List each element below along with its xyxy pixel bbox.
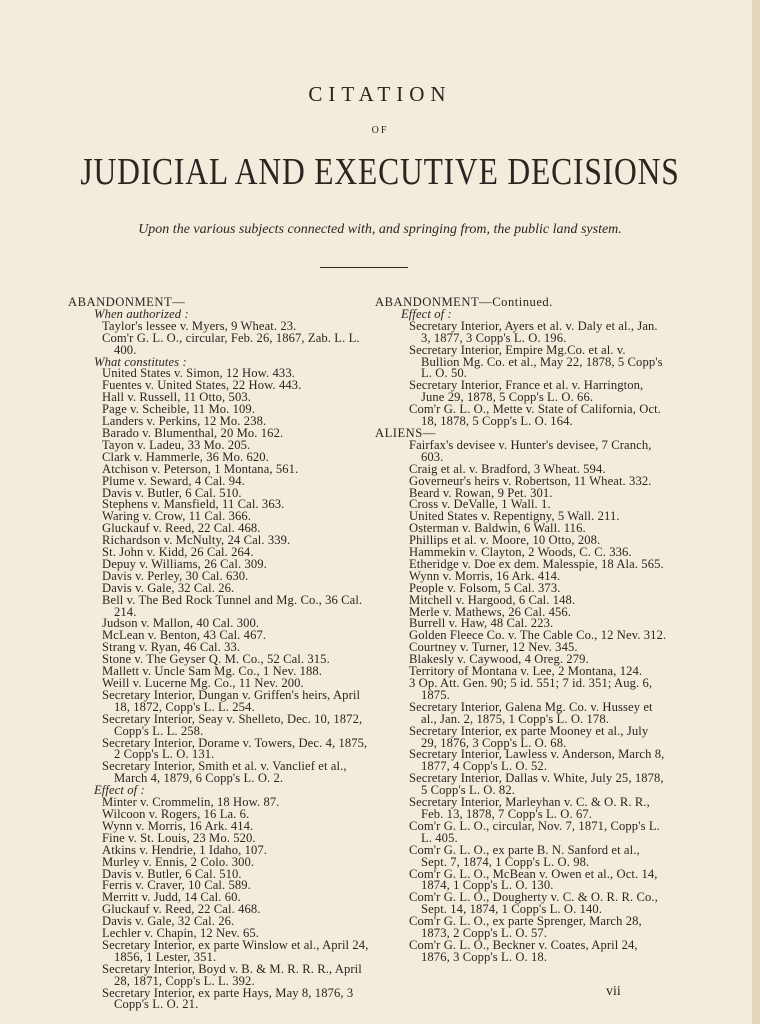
citation-entry: Plume v. Seward, 4 Cal. 94. bbox=[102, 473, 245, 488]
citation-entry: Merle v. Mathews, 26 Cal. 456. bbox=[409, 604, 572, 619]
citation-entry: Secretary Interior, ex parte Hays, May 8, 1876, 3 Copp's L. O. 21. bbox=[102, 985, 354, 1012]
citation-entry: Com'r G. L. O., circular, Nov. 7, 1871, Copp's L. L. 405. bbox=[409, 818, 660, 845]
citation-entry: Com'r G. L. O., Dougherty v. C. & O. R. R. Co., Sept. 14, 1874, 1 Copp's L. O. 140. bbox=[409, 890, 658, 917]
citation-entry: Minter v. Crommelin, 18 How. 87. bbox=[102, 795, 280, 810]
citation-entry: Com'r G. L. O., circular, Feb. 26, 1867, Zab. L. L. 400. bbox=[102, 330, 360, 357]
citation-entry: Bell v. The Bed Rock Tunnel and Mg. Co., 36 Cal. 214. bbox=[102, 592, 363, 619]
citation-entry: Secretary Interior, Dungan v. Griffen's heirs, April 18, 1872, Copp's L. L. 254. bbox=[102, 687, 361, 714]
citation-entry: United States v. Simon, 12 How. 433. bbox=[102, 366, 295, 381]
citation-entry: Com'r G. L. O., Mette v. State of California, Oct. 18, 1878, 5 Copp's L. O. 164. bbox=[409, 402, 661, 429]
citation-entry: Etheridge v. Doe ex dem. Malesspie, 18 Ala. 565. bbox=[409, 556, 664, 571]
subtitle: Upon the various subjects connected with, and springing from, the public land system. bbox=[138, 222, 622, 237]
citation-entry: Com'r G. L. O., ex parte B. N. Sanford et al., Sept. 7, 1874, 1 Copp's L. O. 98. bbox=[409, 842, 640, 869]
citation-entry: Davis v. Perley, 30 Cal. 630. bbox=[102, 568, 249, 583]
subsection-heading: What constitutes : bbox=[94, 354, 187, 369]
citation-entry: Blakesly v. Caywood, 4 Oreg. 279. bbox=[409, 652, 589, 667]
citation-entry: Landers v. Perkins, 12 Mo. 238. bbox=[102, 414, 267, 429]
citation-entry: Territory of Montana v. Lee, 2 Montana, 124. bbox=[409, 664, 643, 679]
citation-entry: Wilcoon v. Rogers, 16 La. 6. bbox=[102, 806, 250, 821]
citation-entry: Page v. Scheible, 11 Mo. 109. bbox=[102, 402, 256, 417]
citation-entry: Osterman v. Baldwin, 6 Wall. 116. bbox=[409, 521, 586, 536]
subsection-heading: When authorized : bbox=[94, 306, 189, 321]
page-title: CITATION bbox=[308, 82, 452, 106]
citation-entry: Gluckauf v. Reed, 22 Cal. 468. bbox=[102, 521, 261, 536]
citation-entry: Secretary Interior, Empire Mg.Co. et al. v. Bullion Mg. Co. et al., May 22, 1878, 5 Copp's L. O. 50. bbox=[409, 342, 663, 381]
section-heading: ALIENS— bbox=[375, 425, 436, 440]
citation-entry: Secretary Interior, Ayers et al. v. Daly et al., Jan. 3, 1877, 3 Copp's L. O. 196. bbox=[409, 318, 658, 345]
citation-entry: Atkins v. Hendrie, 1 Idaho, 107. bbox=[102, 842, 268, 857]
citation-entry: Ferris v. Craver, 10 Cal. 589. bbox=[102, 878, 251, 893]
citation-entry: Barado v. Blumenthal, 20 Mo. 162. bbox=[102, 425, 284, 440]
citation-entry: Secretary Interior, ex parte Winslow et al., April 24, 1856, 1 Lester, 351. bbox=[102, 937, 369, 964]
citation-entry: Secretary Interior, Seay v. Shelleto, Dec. 10, 1872, Copp's L. L. 258. bbox=[102, 711, 363, 738]
citation-entry: Com'r G. L. O., ex parte Sprenger, March 28, 1873, 2 Copp's L. O. 57. bbox=[409, 914, 642, 941]
citation-entry: Secretary Interior, Dorame v. Towers, Dec. 4, 1875, 2 Copp's L. O. 131. bbox=[102, 735, 368, 762]
citation-entry: Beard v. Rowan, 9 Pet. 301. bbox=[409, 485, 553, 500]
citation-entry: Mitchell v. Hargood, 6 Cal. 148. bbox=[409, 592, 576, 607]
citation-entry: Hammekin v. Clayton, 2 Woods, C. C. 336. bbox=[409, 545, 632, 560]
citation-entry: Strang v. Ryan, 46 Cal. 33. bbox=[102, 640, 241, 655]
citation-entry: Gluckauf v. Reed, 22 Cal. 468. bbox=[102, 902, 261, 917]
citation-entry: Courtney v. Turner, 12 Nev. 345. bbox=[409, 640, 578, 655]
citation-entry: McLean v. Benton, 43 Cal. 467. bbox=[102, 628, 267, 643]
citation-entry: Burrell v. Haw, 48 Cal. 223. bbox=[409, 616, 554, 631]
citation-entry: Murley v. Ennis, 2 Colo. 300. bbox=[102, 854, 255, 869]
citation-entry: Secretary Interior, Marleyhan v. C. & O. R. R., Feb. 13, 1878, 7 Copp's L. O. 67. bbox=[409, 795, 650, 821]
divider-rule bbox=[320, 267, 408, 268]
citation-entry: Merritt v. Judd, 14 Cal. 60. bbox=[102, 890, 241, 905]
citation-entry: Richardson v. McNulty, 24 Cal. 339. bbox=[102, 533, 291, 548]
citation-entry: St. John v. Kidd, 26 Cal. 264. bbox=[102, 545, 254, 560]
page-edge bbox=[752, 0, 760, 1024]
main-title: JUDICIAL AND EXECUTIVE DECISIONS bbox=[80, 151, 680, 193]
citation-entry: Golden Fleece Co. v. The Cable Co., 12 Nev. 312. bbox=[409, 628, 667, 643]
citation-entry: Wynn v. Morris, 16 Ark. 414. bbox=[409, 568, 561, 583]
citation-entry: Governeur's heirs v. Robertson, 11 Wheat. 332. bbox=[409, 473, 652, 488]
citation-entry: Secretary Interior, Dallas v. White, July 25, 1878, 5 Copp's L. O. 82. bbox=[409, 771, 664, 798]
page-number: vii bbox=[606, 984, 621, 999]
citation-entry: Atchison v. Peterson, 1 Montana, 561. bbox=[102, 461, 299, 476]
citation-entry: Secretary Interior, Galena Mg. Co. v. Hussey et al., Jan. 2, 1875, 1 Copp's L. O. 178. bbox=[409, 699, 653, 726]
citation-entry: Fuentes v. United States, 22 How. 443. bbox=[102, 378, 302, 393]
citation-entry: Davis v. Gale, 32 Cal. 26. bbox=[102, 580, 235, 595]
subsection-heading: Effect of : bbox=[94, 783, 145, 798]
citation-entry: Secretary Interior, Lawless v. Anderson, March 8, 1877, 4 Copp's L. O. 52. bbox=[409, 747, 665, 774]
citation-entry: Fairfax's devisee v. Hunter's devisee, 7 Cranch, 603. bbox=[409, 437, 652, 464]
citation-entry: Lechler v. Chapin, 12 Nev. 65. bbox=[102, 926, 259, 941]
citation-entry: Com'r G. L. O., Beckner v. Coates, April 24, 1876, 3 Copp's L. O. 18. bbox=[409, 937, 638, 964]
citation-entry: Hall v. Russell, 11 Otto, 503. bbox=[102, 390, 251, 405]
citation-entry: Judson v. Mallon, 40 Cal. 300. bbox=[102, 616, 260, 631]
section-heading: ABANDONMENT—Continued. bbox=[375, 295, 553, 309]
citation-entry: Secretary Interior, France et al. v. Harrington, June 29, 1878, 5 Copp's L. O. 66. bbox=[409, 378, 644, 405]
citation-entry: Stephens v. Mansfield, 11 Cal. 363. bbox=[102, 497, 285, 512]
citation-entry: Davis v. Butler, 6 Cal. 510. bbox=[102, 485, 242, 500]
citation-entry: Secretary Interior, Smith et al. v. Vanclief et al., March 4, 1879, 6 Copp's L. O. 2. bbox=[102, 759, 347, 786]
citation-entry: Fine v. St. Louis, 23 Mo. 520. bbox=[102, 830, 256, 845]
citation-entry: Clark v. Hammerle, 36 Mo. 620. bbox=[102, 449, 269, 464]
citation-entry: Cross v. DeValle, 1 Wall. 1. bbox=[409, 497, 551, 512]
citation-entry: Secretary Interior, ex parte Mooney et al., July 29, 1876, 3 Copp's L. O. 68. bbox=[409, 723, 649, 750]
left-column bbox=[68, 297, 370, 1011]
citation-entry: Com'r G. L. O., McBean v. Owen et al., Oct. 14, 1874, 1 Copp's L. O. 130. bbox=[409, 866, 658, 893]
citation-entry: Weill v. Lucerne Mg. Co., 11 Nev. 200. bbox=[102, 676, 304, 690]
citation-entry: Secretary Interior, Boyd v. B. & M. R. R. R., April 28, 1871, Copp's L. L. 392. bbox=[102, 961, 362, 988]
right-column bbox=[375, 297, 667, 964]
citation-entry: Waring v. Crow, 11 Cal. 366. bbox=[102, 509, 252, 524]
citation-entry: Depuy v. Williams, 26 Cal. 309. bbox=[102, 556, 267, 571]
citation-entry: Craig et al. v. Bradford, 3 Wheat. 594. bbox=[409, 461, 606, 476]
citation-entry: People v. Folsom, 5 Cal. 373. bbox=[409, 580, 561, 595]
citation-entry: Tayon v. Ladeu, 33 Mo. 205. bbox=[102, 437, 251, 452]
citation-entry: 3 Op. Att. Gen. 90; 5 id. 551; 7 id. 351; Aug. 6, 1875. bbox=[409, 676, 653, 702]
citation-entry: Phillips et al. v. Moore, 10 Otto, 208. bbox=[409, 533, 601, 548]
citation-entry: Stone v. The Geyser Q. M. Co., 52 Cal. 315. bbox=[102, 652, 330, 667]
subsection-heading: Effect of : bbox=[401, 306, 452, 321]
section-heading: ABANDONMENT— bbox=[68, 295, 186, 309]
citation-entry: Mallett v. Uncle Sam Mg. Co., 1 Nev. 188. bbox=[102, 664, 323, 679]
citation-entry: United States v. Repentigny, 5 Wall. 211. bbox=[409, 509, 620, 524]
citation-entry: Wynn v. Morris, 16 Ark. 414. bbox=[102, 818, 254, 833]
citation-entry: Taylor's lessee v. Myers, 9 Wheat. 23. bbox=[102, 318, 297, 333]
title-connector: OF bbox=[371, 125, 389, 136]
citation-entry: Davis v. Gale, 32 Cal. 26. bbox=[102, 914, 235, 929]
citation-entry: Davis v. Butler, 6 Cal. 510. bbox=[102, 866, 242, 881]
